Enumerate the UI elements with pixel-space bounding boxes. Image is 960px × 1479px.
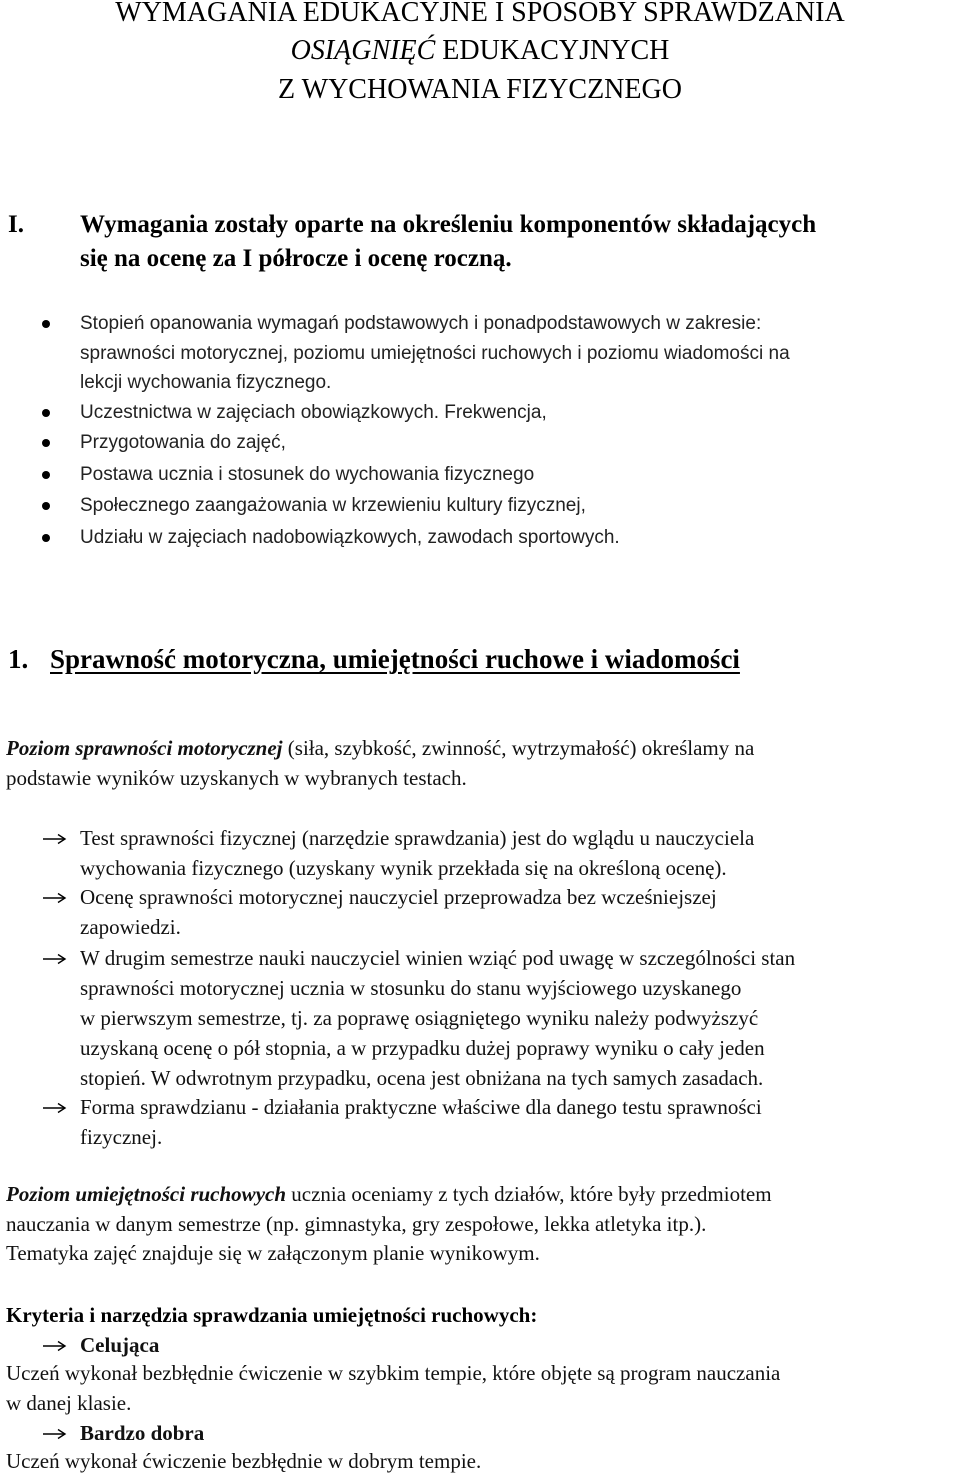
paragraph-line: Tematyka zajęć znajduje się w załączonym planie wynikowym. (6, 1241, 540, 1266)
paragraph-line: w danej klasie. (6, 1390, 132, 1415)
section-1-number: 1. (8, 644, 29, 674)
bullet-dot-icon (42, 502, 50, 510)
section-1-title: Sprawność motoryczna, umiejętności ruchowe i wiadomości (50, 644, 740, 674)
motor-skills-paragraph (6, 1180, 946, 1269)
right-arrow-icon (42, 823, 68, 853)
section-i-number: I. (8, 211, 24, 238)
paragraph-line: Uczeń wykonał ćwiczenie bezbłędnie w dobrym tempie. (6, 1449, 482, 1473)
arrow-item-line: fizycznej. (80, 1125, 163, 1149)
title-line-2-italic: OSIĄGNIĘĆ (290, 35, 436, 66)
bullet-text: Społecznego zaangażowania w krzewieniu kultury fizycznej, (80, 495, 586, 516)
motor-skills-emphasis: Poziom umiejętności ruchowych (6, 1182, 287, 1206)
grade-label: Bardzo dobra (80, 1421, 205, 1445)
arrow-item-line: w pierwszym semestrze, tj. za poprawę osiągniętego wyniku należy podwyższyć (80, 1006, 759, 1030)
bullet-dot-icon (42, 439, 50, 447)
arrow-item-line: wychowania fizycznego (uzyskany wynik przekłada się na określoną ocenę). (80, 856, 727, 880)
title-line-2 (0, 31, 960, 71)
bullet-text: Udziału w zajęciach nadobowiązkowych, zawodach sportowych. (80, 527, 620, 548)
grade-description (6, 1447, 946, 1477)
bullet-text (80, 309, 960, 398)
right-arrow-icon (42, 1330, 68, 1360)
paragraph-line: Uczeń wykonał bezbłędnie ćwiczenie w szybkim tempie, które objęte są program nauczania (6, 1361, 781, 1385)
paragraph-line (6, 1180, 946, 1210)
bullet-dot-icon (42, 320, 50, 328)
bullet-text: Przygotowania do zajęć, (80, 432, 286, 453)
title-line-2-rest: EDUKACYJNYCH (435, 35, 670, 66)
arrow-item-text (80, 823, 940, 883)
arrow-item-line: Test sprawności fizycznej (narzędzie sprawdzania) jest do wglądu u nauczyciela (80, 826, 755, 850)
right-arrow-icon (42, 882, 68, 912)
arrow-item-line: Ocenę sprawności motorycznej nauczyciel przeprowadza bez wcześniejszej (80, 885, 717, 909)
bullet-line: Stopień opanowania wymagań podstawowych i ponadpodstawowych w zakresie: (80, 313, 762, 334)
title-line-1: WYMAGANIA EDUKACYJNE I SPOSOBY SPRAWDZANIA (115, 0, 845, 28)
right-arrow-icon (42, 943, 68, 973)
right-arrow-icon (42, 1418, 68, 1448)
arrow-item-text (80, 1092, 940, 1152)
grade-description (6, 1359, 946, 1418)
bullet-dot-icon (42, 409, 50, 417)
paragraph-text: (siła, szybkość, zwinność, wytrzymałość) określamy na (282, 736, 755, 760)
arrow-item-line: stopień. W odwrotnym przypadku, ocena jest obniżana na tych samych zasadach. (80, 1066, 764, 1090)
motor-fitness-emphasis: Poziom sprawności motorycznej (6, 736, 283, 760)
title-line-3: Z WYCHOWANIA FIZYCZNEGO (278, 74, 682, 105)
arrow-item-line: W drugim semestrze nauki nauczyciel winien wziąć pod uwagę w szczególności stan (80, 946, 796, 970)
paragraph-line (6, 734, 946, 764)
motor-fitness-paragraph (6, 734, 946, 793)
arrow-item-line: uzyskaną ocenę o pół stopnia, a w przypadku dużej poprawy wyniku o cały jeden (80, 1036, 765, 1060)
bullet-line: sprawności motorycznej, poziomu umiejętności ruchowych i poziomu wiadomości na (80, 342, 790, 364)
grade-label: Celująca (80, 1333, 160, 1357)
arrow-item-line: zapowiedzi. (80, 915, 181, 939)
section-i-text-line-2: się na ocenę za I półrocze i ocenę roczną. (80, 245, 512, 272)
bullet-text: Uczestnictwa w zajęciach obowiązkowych. Frekwencja, (80, 402, 547, 423)
arrow-item-line: Forma sprawdzianu - działania praktyczne właściwe dla danego testu sprawności (80, 1095, 762, 1119)
bullet-dot-icon (42, 534, 50, 542)
paragraph-text: ucznia oceniamy z tych działów, które były przedmiotem (286, 1182, 772, 1206)
bullet-text: Postawa ucznia i stosunek do wychowania fizycznego (80, 464, 535, 485)
paragraph-line: nauczania w danym semestrze (np. gimnastyka, gry zespołowe, lekka atletyka itp.). (6, 1211, 707, 1236)
arrow-item-line: sprawności motorycznej ucznia w stosunku do stanu wyjściowego uzyskanego (80, 976, 742, 1000)
right-arrow-icon (42, 1092, 68, 1122)
arrow-item-text (80, 882, 940, 942)
bullet-line: lekcji wychowania fizycznego. (80, 372, 332, 393)
section-i-text (80, 208, 960, 276)
paragraph-line: podstawie wyników uzyskanych w wybranych testach. (6, 765, 467, 790)
section-i-text-line-1: Wymagania zostały oparte na określeniu komponentów składających (80, 211, 817, 238)
arrow-item-text (80, 943, 940, 1093)
bullet-dot-icon (42, 471, 50, 479)
criteria-heading: Kryteria i narzędzia sprawdzania umiejętności ruchowych: (6, 1303, 538, 1327)
